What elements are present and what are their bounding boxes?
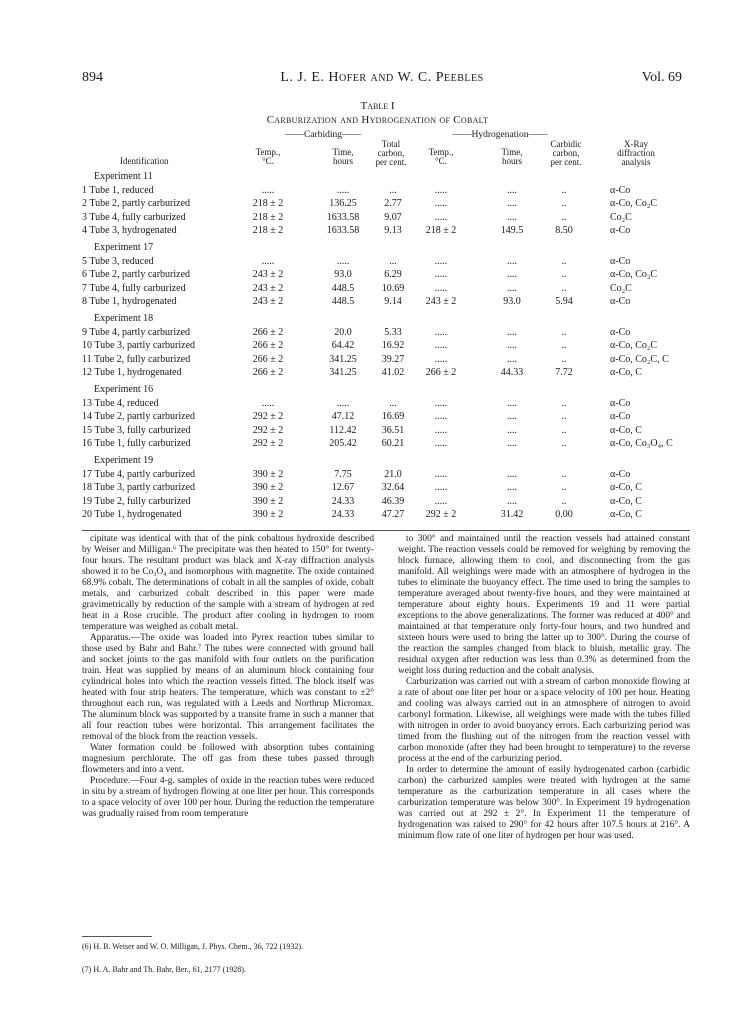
table-cell-h2: 44.33 — [500, 367, 524, 379]
table-cell-t2: ..... — [434, 211, 448, 223]
table-cell-c1: 41.02 — [381, 367, 405, 379]
table-row — [82, 269, 702, 281]
table-cell-h2: .... — [507, 269, 517, 281]
table-cell-h1: 341.25 — [329, 353, 357, 365]
table-cell-id: 16 Tube 1, fully carburized — [82, 438, 191, 450]
table-cell-t1: 292 ± 2 — [252, 411, 284, 423]
table-cell-t1: 218 ± 2 — [252, 211, 284, 223]
table-cell-c2: .. — [561, 482, 567, 494]
table-cell-c1: 60.21 — [381, 438, 405, 450]
table-cell-id: 3 Tube 4, fully carburized — [82, 211, 186, 223]
table-cell-id: 8 Tube 1, hydrogenated — [82, 296, 177, 308]
table-cell-t1: 390 ± 2 — [252, 509, 284, 521]
table-cell-c2: .. — [561, 397, 567, 409]
table-row — [82, 256, 702, 268]
table-cell-c1: 47.27 — [381, 509, 405, 521]
table-row — [82, 340, 702, 352]
paragraph: Apparatus.—The oxide was loaded into Pyrex reaction tubes similar to those used by Bahr and Bahr.⁷ The tubes were connected with ground ball and socket joints to the gas manifold with four outlets on the purification train. Heat was supplied by means of an aluminum block containing four cylindrical holes into which the reaction vessels fitted. The block itself was heated with four strip heaters. The temperature, which was constant to ±2° throughout each run, was regulated with a Leeds and Northrup Micromax. The aluminum block was supported by a transite frame in such a manner that all four reaction tubes were horizontal. This arrangement facilitates the removal of the block from the reaction vessels. — [82, 633, 374, 742]
experiment-heading: Experiment 11 — [94, 171, 153, 182]
table-cell-id: 2 Tube 2, partly carburized — [82, 198, 191, 210]
table-cell-h2: .... — [507, 211, 517, 223]
table-cell-t2: ..... — [434, 411, 448, 423]
table-cell-t1: 266 ± 2 — [252, 367, 284, 379]
table-cell-c1: 9.14 — [384, 296, 402, 308]
table-row — [82, 411, 702, 423]
table-row — [82, 469, 702, 481]
table-cell-x: α-Co, Co₂C — [610, 269, 658, 281]
table-cell-c1: 10.69 — [381, 282, 405, 294]
table-bottom-rule — [82, 530, 690, 531]
table-cell-t2: ..... — [434, 184, 448, 196]
table-cell-c1: ... — [389, 184, 397, 196]
table-cell-h1: 205.42 — [329, 438, 357, 450]
table-cell-c1: 32.64 — [381, 482, 405, 494]
table-cell-c2: .. — [561, 282, 567, 294]
table-cell-t1: 390 ± 2 — [252, 468, 284, 480]
table-cell-x: α-Co — [610, 326, 631, 338]
table-cell-h1: 341.25 — [329, 367, 357, 379]
table-cell-h1: 12.67 — [331, 482, 355, 494]
table-cell-h2: .... — [507, 482, 517, 494]
table-cell-id: 6 Tube 2, partly carburized — [82, 269, 191, 281]
table-cell-t2: 292 ± 2 — [425, 509, 457, 521]
table-cell-h1: 24.33 — [331, 509, 355, 521]
paragraph: cipitate was identical with that of the pink cobaltous hydroxide described by Weiser and Milligan.⁶ The precipitate was then heated to 150° for twenty-four hours. The resultant product was black and X-ray diffraction analysis showed it to be Co₃O₄ and isomorphous with magnetite. The oxide contained 68.9% cobalt. The determinations of cobalt in all the samples of oxide, cobalt metals, and carburized cobalt described in this paper were made gravimetrically by reduction of the sample with a stream of hydrogen at red heat in a Rose crucible. The product after cooling in hydrogen to room temperature was weighed as cobalt metal. — [82, 534, 374, 632]
table-cell-id: 4 Tube 3, hydrogenated — [82, 225, 177, 237]
paragraph: to 300° and maintained until the reaction vessels had attained constant weight. The reaction vessels could be removed for weighing by removing the block furnace, allowing them to cool, and disconnecting from the gas manifold. All weighings were made with an atmosphere of hydrogen in the tubes to eliminate the buoyancy effect. The time used to bring the samples to temperature averaged about twenty-five hours, and they were maintained at temperature about eighty hours. Experiments 19 and 11 were partial exceptions to the above generalizations. The former was reduced at 400° and maintained at that temperature only forty-four hours, and two hundred and sixteen hours were used to bring the latter up to 300°. During the course of the reaction the samples changed from black to bluish, metallic gray. The residual oxygen after reduction was less than 0.3% as determined from the weight loss during reduction and the cobalt analysis. — [398, 534, 690, 676]
table-cell-t2: ..... — [434, 495, 448, 507]
table-cell-c1: ... — [389, 397, 397, 409]
experiment-heading: Experiment 17 — [94, 242, 154, 253]
table-row — [82, 283, 702, 295]
table-cell-t1: 390 ± 2 — [252, 495, 284, 507]
table-cell-c2: .. — [561, 269, 567, 281]
footnote-rule — [82, 936, 152, 937]
table-cell-h2: 149.5 — [500, 225, 524, 237]
page-number: 894 — [82, 70, 103, 85]
table-cell-h2: .... — [507, 282, 517, 294]
table-cell-h2: 93.0 — [503, 296, 521, 308]
table-row — [82, 185, 702, 197]
experiment-heading: Experiment 18 — [94, 313, 154, 324]
table-cell-x: α-Co — [610, 397, 631, 409]
table-cell-x: α-Co — [610, 225, 631, 237]
table-cell-h1: 64.42 — [331, 340, 355, 352]
table-cell-c2: 0.00 — [555, 509, 573, 521]
table-cell-x: α-Co — [610, 468, 631, 480]
table-cell-t2: 218 ± 2 — [425, 225, 457, 237]
col-header-temp-carbiding: Temp., °C. — [255, 147, 281, 166]
table-cell-c1: 39.27 — [381, 353, 405, 365]
table-cell-t2: ..... — [434, 424, 448, 436]
paragraph: Carburization was carried out with a stream of carbon monoxide flowing at a rate of about one liter per hour or a space velocity of 100 per hour. Heating and cooling was always carried out in an atmosphere of nitrogen to avoid carbonyl formation. Likewise, all weighings were made with the tubes filled with nitrogen in order to avoid buoyancy errors. Each carburizing period was timed from the flushing out of the nitrogen from the reaction vessel with carbon monoxide (after they had been brought to temperature) to the reverse process at the end of the carburizing period. — [398, 677, 690, 764]
table-cell-c2: 5.94 — [555, 296, 573, 308]
table-cell-x: α-Co — [610, 255, 631, 267]
footnote: (7) H. A. Bahr and Th. Bahr, Ber., 61, 2177 (1928). — [82, 965, 246, 974]
table-cell-h1: 136.25 — [329, 198, 357, 210]
table-cell-c2: 8.50 — [555, 225, 573, 237]
table-cell-c2: .. — [561, 468, 567, 480]
table-cell-c2: .. — [561, 495, 567, 507]
table-cell-t1: 218 ± 2 — [252, 225, 284, 237]
table-cell-id: 1 Tube 1, reduced — [82, 184, 154, 196]
table-row — [82, 198, 702, 210]
table-cell-x: α-Co, C — [610, 509, 642, 521]
body-column-right — [398, 534, 690, 842]
table-cell-c1: 6.29 — [384, 269, 402, 281]
table-cell-t2: ..... — [434, 397, 448, 409]
table-cell-t2: 243 ± 2 — [425, 296, 457, 308]
table-cell-t2: ..... — [434, 353, 448, 365]
table-cell-h1: 1633.58 — [326, 211, 360, 223]
table-cell-x: α-Co, C — [610, 495, 642, 507]
table-row — [82, 425, 702, 437]
running-header — [82, 70, 682, 88]
footnote: (6) H. B. Weiser and W. O. Milligan, J. Phys. Chem., 36, 722 (1932). — [82, 942, 303, 951]
table-cell-c2: .. — [561, 411, 567, 423]
table-cell-id: 7 Tube 4, fully carburized — [82, 282, 186, 294]
table-cell-h2: .... — [507, 397, 517, 409]
table-cell-c1: 36.51 — [381, 424, 405, 436]
table-cell-c2: .. — [561, 326, 567, 338]
table-cell-t2: ..... — [434, 340, 448, 352]
table-cell-x: α-Co, Co₂C, C — [610, 353, 669, 365]
body-column-left — [82, 534, 374, 820]
table-cell-c2: .. — [561, 255, 567, 267]
table-cell-id: 20 Tube 1, hydrogenated — [82, 509, 182, 521]
table-cell-h2: .... — [507, 353, 517, 365]
table-cell-h1: 112.42 — [329, 424, 357, 436]
table-cell-id: 19 Tube 2, fully carburized — [82, 495, 191, 507]
table-cell-id: 15 Tube 3, fully carburized — [82, 424, 191, 436]
col-header-time-carbiding: Time, hours — [332, 147, 354, 166]
table-row — [82, 225, 702, 237]
table-cell-h1: ..... — [336, 255, 350, 267]
table-cell-c1: 16.92 — [381, 340, 405, 352]
table-cell-t1: 243 ± 2 — [252, 282, 284, 294]
paragraph: Water formation could be followed with absorption tubes containing magnesium perchlorate. The off gas from these tubes passed through flowmeters and into a vent. — [82, 743, 374, 775]
table-cell-id: 5 Tube 3, reduced — [82, 255, 154, 267]
table-title: Carburization and Hydrogenation of Cobalt — [266, 114, 489, 126]
table-cell-x: α-Co — [610, 296, 631, 308]
table-cell-c1: 21.0 — [384, 468, 402, 480]
table-cell-t2: ..... — [434, 326, 448, 338]
table-cell-t2: ..... — [434, 255, 448, 267]
col-header-xray: X-Ray diffraction analysis — [617, 139, 655, 167]
table-cell-h1: 24.33 — [331, 495, 355, 507]
table-cell-x: α-Co, Co₂C — [610, 198, 658, 210]
table-cell-t1: 390 ± 2 — [252, 482, 284, 494]
table-cell-x: α-Co, C — [610, 367, 642, 379]
experiment-heading: Experiment 19 — [94, 455, 154, 466]
col-header-time-hydrogenation: Time, hours — [501, 147, 523, 166]
table-cell-x: α-Co, C — [610, 424, 642, 436]
table-cell-c1: 46.39 — [381, 495, 405, 507]
col-header-carbidic-carbon: Carbidic carbon, per cent. — [550, 139, 582, 167]
table-cell-c2: 7.72 — [555, 367, 573, 379]
table-cell-h2: .... — [507, 468, 517, 480]
table-cell-t1: 266 ± 2 — [252, 326, 284, 338]
paragraph: In order to determine the amount of easily hydrogenated carbon (carbidic carbon) the carburized samples were treated with hydrogen at the same temperature as the carburization temperature in all cases where the carburization temperature was below 300°. In Experiment 19 hydrogenation was carried out at 292 ± 2°. In Experiment 11 the temperature of hydrogenation was raised to 290° for 42 hours after 107.5 hours at 216°. A minimum flow rate of one liter of hydrogen per hour was used. — [398, 765, 690, 841]
table-cell-x: Co₂C — [610, 282, 632, 294]
table-cell-c1: 16.69 — [381, 411, 405, 423]
table-cell-t1: 292 ± 2 — [252, 424, 284, 436]
table-cell-h1: 448.5 — [331, 296, 355, 308]
table-cell-x: α-Co, Co₃O₄, C — [610, 438, 673, 450]
col-header-temp-hydrogenation: Temp., °C. — [428, 147, 454, 166]
table-row — [82, 212, 702, 224]
table-cell-c2: .. — [561, 424, 567, 436]
table-cell-t1: ..... — [261, 255, 275, 267]
table-cell-t2: ..... — [434, 269, 448, 281]
table-cell-h2: .... — [507, 184, 517, 196]
table-cell-id: 12 Tube 1, hydrogenated — [82, 367, 182, 379]
table-cell-c1: 5.33 — [384, 326, 402, 338]
table-cell-t1: 266 ± 2 — [252, 353, 284, 365]
table-cell-c1: 9.07 — [384, 211, 402, 223]
table-cell-id: 17 Tube 4, partly carburized — [82, 468, 196, 480]
table-row — [82, 367, 702, 379]
table-cell-t1: 292 ± 2 — [252, 438, 284, 450]
table-cell-x: Co₂C — [610, 211, 632, 223]
table-cell-id: 13 Tube 4, reduced — [82, 397, 159, 409]
table-cell-t1: 243 ± 2 — [252, 296, 284, 308]
table-cell-h1: 1633.58 — [326, 225, 360, 237]
table-row — [82, 496, 702, 508]
volume-label: Vol. 69 — [641, 70, 682, 85]
table-row — [82, 482, 702, 494]
table-cell-h2: .... — [507, 411, 517, 423]
table-cell-id: 9 Tube 4, partly carburized — [82, 326, 191, 338]
table-cell-h2: .... — [507, 424, 517, 436]
table-cell-c1: 2.77 — [384, 198, 402, 210]
table-cell-h1: 7.75 — [334, 468, 352, 480]
table-cell-c2: .. — [561, 198, 567, 210]
table-cell-c2: .. — [561, 184, 567, 196]
table-row — [82, 296, 702, 308]
table-cell-h2: .... — [507, 495, 517, 507]
table-cell-c1: ... — [389, 255, 397, 267]
running-authors: L. J. E. Hofer and W. C. Peebles — [280, 70, 484, 85]
table-cell-c1: 9.13 — [384, 225, 402, 237]
table-cell-h1: 93.0 — [334, 269, 352, 281]
table-cell-t2: ..... — [434, 438, 448, 450]
table-cell-h2: .... — [507, 438, 517, 450]
table-cell-c2: .. — [561, 438, 567, 450]
table-cell-x: α-Co — [610, 411, 631, 423]
table-cell-id: 10 Tube 3, partly carburized — [82, 340, 196, 352]
table-cell-t1: 243 ± 2 — [252, 269, 284, 281]
table-cell-h1: 20.0 — [334, 326, 352, 338]
table-cell-t1: 218 ± 2 — [252, 198, 284, 210]
table-cell-h1: 47.12 — [331, 411, 355, 423]
table-cell-id: 18 Tube 3, partly carburized — [82, 482, 196, 494]
table-row — [82, 438, 702, 450]
table-row — [82, 354, 702, 366]
table-cell-t1: ..... — [261, 184, 275, 196]
table-cell-h2: 31.42 — [500, 509, 524, 521]
table-cell-t1: 266 ± 2 — [252, 340, 284, 352]
table-cell-h2: .... — [507, 198, 517, 210]
table-cell-h1: ..... — [336, 397, 350, 409]
table-cell-c2: .. — [561, 211, 567, 223]
table-cell-x: α-Co, Co₂C — [610, 340, 658, 352]
table-cell-t2: 266 ± 2 — [425, 367, 457, 379]
paragraph: Procedure.—Four 4-g. samples of oxide in the reaction tubes were reduced in situ by a stream of hydrogen flowing at one liter per hour. This corresponds to a space velocity of over 100 per hour. During the reduction the temperature was gradually raised from room temperature — [82, 776, 374, 819]
col-header-identification: Identification — [120, 156, 169, 166]
table-cell-x: α-Co — [610, 184, 631, 196]
table-cell-h2: .... — [507, 326, 517, 338]
table-cell-h2: .... — [507, 340, 517, 352]
table-row — [82, 327, 702, 339]
table-cell-t2: ..... — [434, 482, 448, 494]
table-row — [82, 509, 702, 521]
group-header-carbiding: ——Carbiding—— — [285, 130, 361, 140]
experiment-heading: Experiment 16 — [94, 384, 154, 395]
table-cell-c2: .. — [561, 340, 567, 352]
table-cell-h1: 448.5 — [331, 282, 355, 294]
table-cell-h2: .... — [507, 255, 517, 267]
table-cell-id: 11 Tube 2, fully carburized — [82, 353, 191, 365]
table-cell-h1: ..... — [336, 184, 350, 196]
table-cell-t2: ..... — [434, 468, 448, 480]
table-cell-x: α-Co, C — [610, 482, 642, 494]
table-cell-t2: ..... — [434, 198, 448, 210]
table-label: Table I — [360, 100, 395, 112]
table-cell-t1: ..... — [261, 397, 275, 409]
table-cell-id: 14 Tube 2, partly carburized — [82, 411, 196, 423]
table-cell-t2: ..... — [434, 282, 448, 294]
table-row — [82, 398, 702, 410]
col-header-total-carbon: Total carbon, per cent. — [375, 139, 407, 167]
table-cell-c2: .. — [561, 353, 567, 365]
group-header-hydrogenation: ——Hydrogenation—— — [452, 130, 548, 140]
